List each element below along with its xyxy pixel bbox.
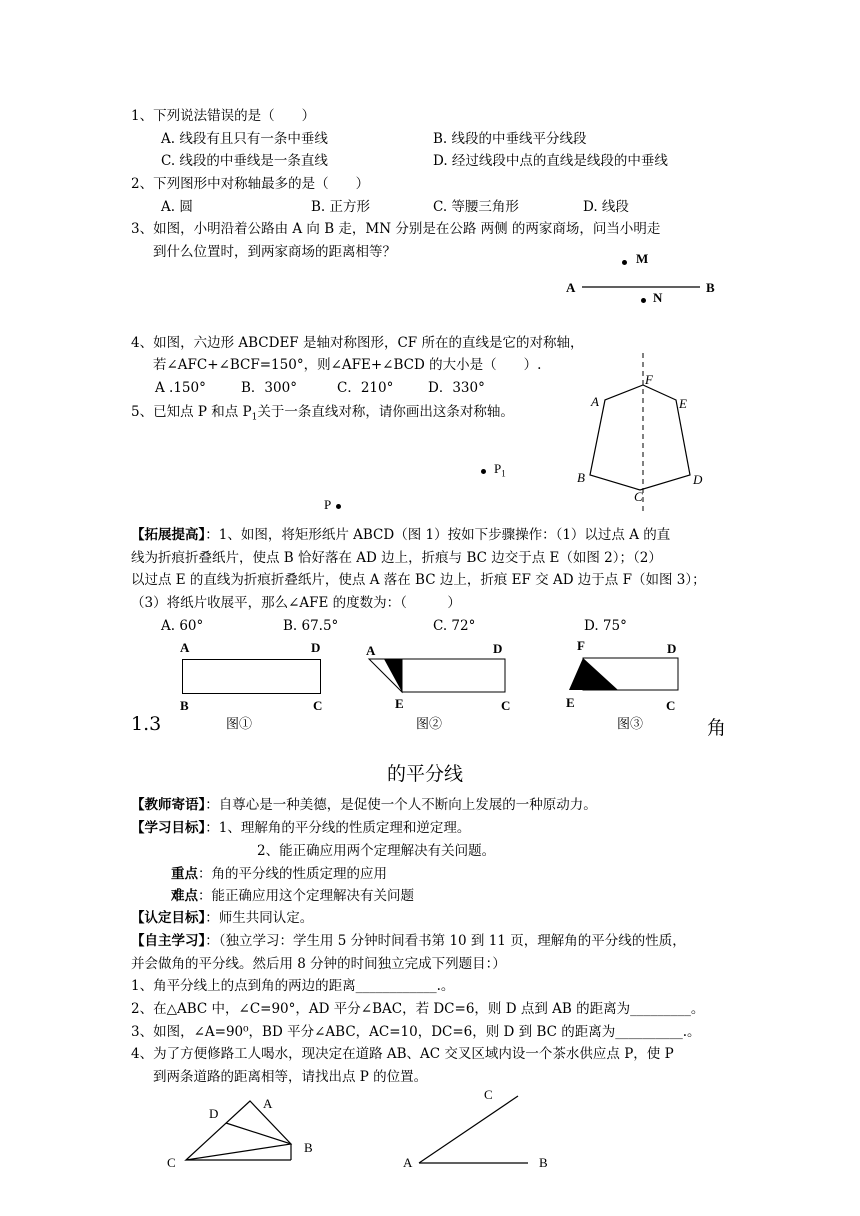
self-study-line2: 并会做角的平分线。然后用 8 分钟的时间独立完成下列题目：） (131, 956, 506, 972)
ang-label-b: B (539, 1155, 548, 1170)
ext-line4: （3）将纸片收展平，那么∠AFE 的度数为：（ ） (131, 595, 461, 611)
ext-line3: 以过点 E 的直线为折痕折叠纸片，使点 A 落在 BC 边上，折痕 EF 交 AD 边于点 F（如图 3）； (131, 572, 706, 588)
q2-stem: 2、下列图形中对称轴最多的是（ ） (131, 176, 370, 192)
q5-text-post: 关于一条直线对称，请你画出这条对称轴。 (257, 404, 514, 420)
label-p: P (324, 497, 332, 512)
hex-label-d: D (693, 472, 703, 487)
q3-line1: 3、如图，小明沿着公路由 A 向 B 走，MN 分别是在公路 两侧 的两家商场，问当小明走 (131, 221, 661, 237)
ext-option-a: A. 60° (161, 618, 204, 634)
key-text: ：角的平分线的性质定理的应用 (198, 866, 387, 882)
q2-option-b: B. 正方形 (311, 199, 371, 215)
q1-option-b: B. 线段的中垂线平分线段 (433, 131, 587, 147)
f3-label-e: E (566, 695, 575, 710)
goal-heading: 【学习目标】 (131, 820, 206, 836)
hex-label-a: A (591, 394, 599, 409)
s-question-3: 3、如图，∠A=90⁰，BD 平分∠ABC，AC=10，DC=6，则 D 到 BC 的距离为__________.。 (131, 1024, 701, 1040)
hex-label-e: E (679, 396, 687, 411)
teacher-heading: 【教师寄语】 (131, 797, 206, 813)
difficulty-label: 难点 (171, 888, 198, 904)
f1-label-d: D (311, 640, 321, 655)
q4-option-d: D．330° (428, 380, 485, 396)
f2-caption: 图② (416, 716, 443, 731)
ext-option-d: D. 75° (584, 618, 627, 634)
q2-option-d: D. 线段 (583, 199, 629, 215)
s-question-2: 2、在△ABC 中，∠C=90°，AD 平分∠BAC，若 DC=6，则 D 点到 AB 的距离为_________。 (131, 1001, 705, 1017)
q4-line2: 若∠AFC+∠BCF=150°，则∠AFE+∠BCD 的大小是（ ）. (153, 357, 542, 373)
f2-label-a: A (366, 643, 376, 658)
q1-option-a: A. 线段有且只有一条中垂线 (161, 131, 328, 147)
q5-sub: 1 (251, 412, 258, 423)
f2-label-c: C (501, 698, 511, 713)
q4-line1: 4、如图，六边形 ABCDEF 是轴对称图形，CF 所在的直线是它的对称轴， (131, 335, 584, 351)
teacher-text: ：自尊心是一种美德，是促使一个人不断向上发展的一种原动力。 (205, 797, 597, 813)
q1-stem: 1、下列说法错误的是（ ） (131, 108, 316, 124)
self-study-heading: 【自主学习】 (131, 933, 206, 949)
q4-option-b: B．300° (241, 380, 297, 396)
goal-item2: 2、能正确应用两个定理解决有关问题。 (257, 843, 496, 859)
ext-option-b: B. 67.5° (283, 618, 339, 634)
tri-label-c: C (167, 1155, 176, 1170)
f1-label-b: B (180, 698, 189, 713)
label-p1-main: P (494, 461, 502, 476)
q5-text-pre: 5、已知点 P 和点 P (131, 404, 252, 420)
f2-label-d: D (493, 641, 503, 656)
q3-line2: 到什么位置时，到两家商场的距离相等？ (153, 244, 396, 260)
ext-line1-rest: ：1、如图，将矩形纸片 ABCD（图 1）按如下步骤操作：（1）以过点 A 的直 (205, 527, 671, 543)
confirm-text: ：师生共同认定。 (205, 910, 314, 926)
label-b: B (706, 280, 715, 295)
label-p1-sub: 1 (501, 468, 506, 479)
ext-line2: 线为折痕折叠纸片，使点 B 恰好落在 AD 边上，折痕与 BC 边交于点 E（如图 2）；（2） (131, 550, 662, 566)
section-title-first-char: 角 (707, 717, 727, 739)
self-study-line1-rest: ：（独立学习：学生用 5 分钟时间看书第 10 到 11 页，理解角的平分线的性质， (205, 933, 686, 949)
ext-heading: 【拓展提高】 (131, 527, 206, 543)
f3-label-f: F (577, 638, 585, 653)
goal-item1: ：1、理解角的平分线的性质定理和逆定理。 (205, 820, 471, 836)
s-question-1: 1、角平分线上的点到角的两边的距离____________.。 (131, 978, 455, 994)
q2-option-a: A. 圆 (161, 199, 193, 215)
f1-caption: 图① (226, 716, 253, 731)
ext-option-c: C. 72° (433, 618, 476, 634)
ang-label-a: A (403, 1155, 413, 1170)
f3-label-c: C (666, 698, 676, 713)
tri-label-b: B (304, 1140, 313, 1155)
f3-label-d: D (667, 641, 677, 656)
hex-label-f: F (645, 372, 653, 387)
label-n: N (653, 290, 663, 305)
s-question-4-line1: 4、为了方便修路工人喝水，现决定在道路 AB、AC 交叉区域内设一个茶水供应点 P，使 P (131, 1046, 674, 1062)
section-number: 1.3 (131, 713, 162, 735)
q1-option-c: C. 线段的中垂线是一条直线 (161, 153, 328, 169)
key-label: 重点 (171, 866, 198, 882)
q1-option-d: D. 经过线段中点的直线是线段的中垂线 (433, 153, 668, 169)
q2-option-c: C. 等腰三角形 (433, 199, 519, 215)
hex-label-c: C (634, 489, 643, 504)
section-title: 的平分线 (387, 763, 464, 785)
f1-label-c: C (313, 698, 323, 713)
q4-option-c: C．210° (337, 380, 394, 396)
f1-label-a: A (180, 640, 190, 655)
ang-label-c: C (484, 1087, 493, 1102)
s-question-4-line2: 到两条道路的距离相等，请找出点 P 的位置。 (153, 1069, 428, 1085)
label-a: A (566, 280, 576, 295)
label-m: M (636, 251, 649, 266)
tri-label-a: A (263, 1096, 273, 1111)
hex-label-b: B (577, 470, 585, 485)
f2-label-e: E (395, 696, 404, 711)
f3-caption: 图③ (617, 716, 644, 731)
difficulty-text: ：能正确应用这个定理解决有关问题 (198, 888, 414, 904)
q4-option-a: A .150° (155, 380, 206, 396)
tri-label-d: D (209, 1106, 219, 1121)
confirm-heading: 【认定目标】 (131, 910, 206, 926)
